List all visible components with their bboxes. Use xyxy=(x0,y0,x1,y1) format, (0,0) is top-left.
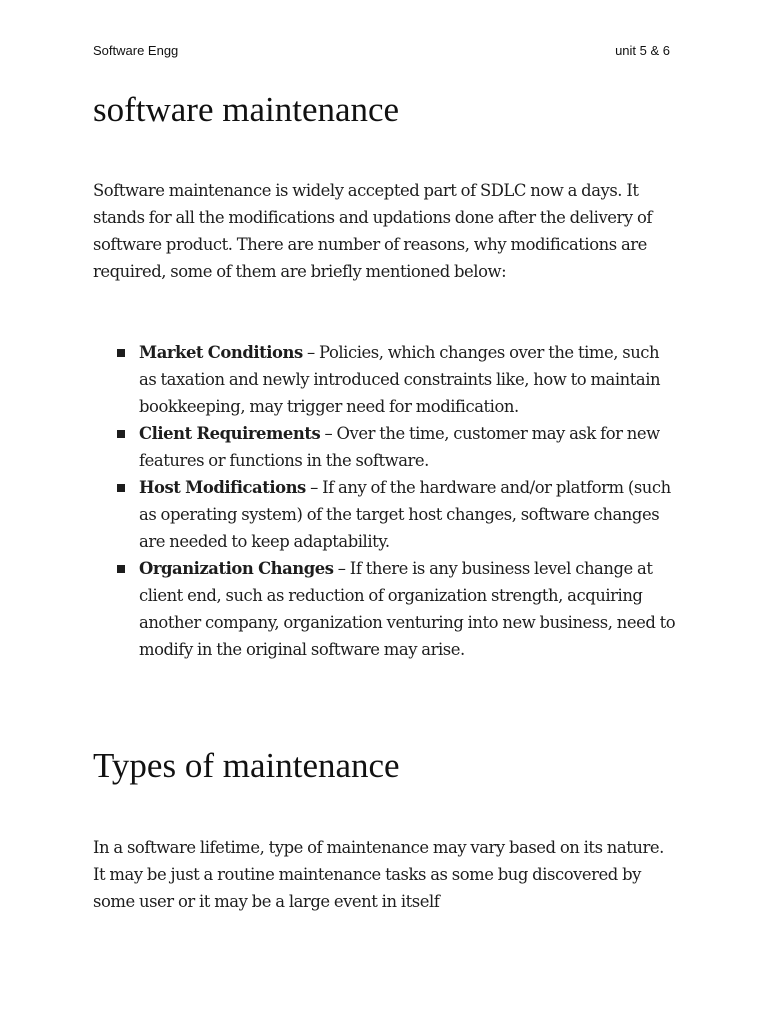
header-course-name: Software Engg xyxy=(93,43,179,58)
square-bullet-icon xyxy=(117,484,125,492)
square-bullet-icon xyxy=(117,565,125,573)
types-intro-paragraph: In a software lifetime, type of maintenance may vary based on its nature. It may be just a routine maintenance tasks as some bug discovered by some user or it may be a large event in itself xyxy=(93,838,664,911)
header-unit-label: unit 5 & 6 xyxy=(615,43,670,58)
list-item-term: Host Modifications xyxy=(139,478,306,497)
list-item-text: – If there is any business level change at client end, such as reduction of organization strength, acquiring another company, organization venturing into new business, need to modify in the original software may arise. xyxy=(139,559,676,659)
intro-paragraph: Software maintenance is widely accepted part of SDLC now a days. It stands for all the modifications and updations done after the delivery of software product. There are number of reasons, why modifications are required, some of them are briefly mentioned below: xyxy=(93,181,653,281)
section-title-software-maintenance: software maintenance xyxy=(93,90,400,129)
list-item-text: – Policies, which changes over the time, such as taxation and newly introduced constraints like, how to maintain bookkeeping, may trigger need for modification. xyxy=(139,343,661,416)
square-bullet-icon xyxy=(117,430,125,438)
list-item-host-modifications xyxy=(93,474,678,555)
list-item-text: – If any of the hardware and/or platform (such as operating system) of the target host changes, software changes are needed to keep adaptability. xyxy=(139,478,671,551)
list-item-market-conditions xyxy=(93,339,678,420)
list-item-client-requirements xyxy=(93,420,678,474)
list-item-organization-changes xyxy=(93,555,678,663)
reasons-list xyxy=(93,339,678,663)
list-item-text: – Over the time, customer may ask for new features or functions in the software. xyxy=(139,424,660,470)
section-title-types-of-maintenance: Types of maintenance xyxy=(93,746,400,785)
list-item-term: Organization Changes xyxy=(139,559,334,578)
list-item-term: Market Conditions xyxy=(139,343,303,362)
list-item-term: Client Requirements xyxy=(139,424,321,443)
square-bullet-icon xyxy=(117,349,125,357)
